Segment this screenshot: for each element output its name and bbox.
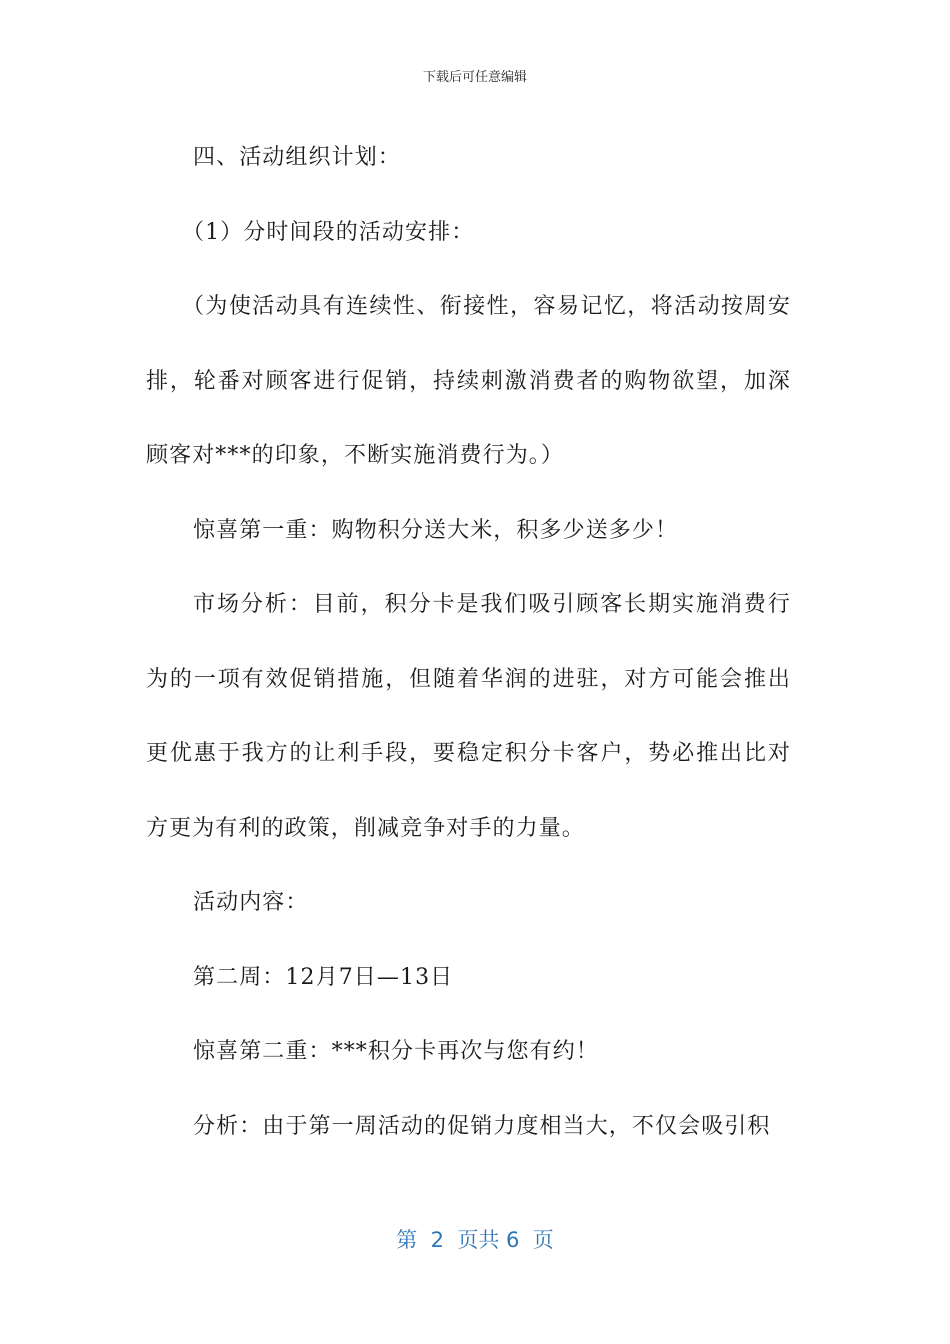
section-heading: 四、活动组织计划： [193,145,401,170]
paragraph-analysis: 分析：由于第一周活动的促销力度相当大，不仅会吸引积 [193,1113,771,1139]
subsection-heading: （1）分时间段的活动安排： [182,219,475,245]
paragraph-surprise-one: 惊喜第一重：购物积分送大米，积多少送多少！ [193,517,679,543]
document-body [146,121,791,1164]
header-note: 下载后可任意编辑 [422,70,527,85]
paragraph-activity-content: 活动内容： [193,890,309,915]
paragraph-week-two: 第二周：12月7日—13日 [193,964,454,990]
paragraph-surprise-two: 惊喜第二重：***积分卡再次与您有约！ [193,1039,599,1064]
page-number: 第 2 页共 6 页 [396,1228,554,1252]
paragraph-market-analysis: 市场分析：目前，积分卡是我们吸引顾客长期实施消费行为的一项有效促销措施，但随着华润的进驻，对方可能会推出更优惠于我方的让利手段，要稳定积分卡客户，势必推出比对方更为有利的政策，削减竞争对手的力量。 [146,592,791,841]
paragraph-intro: （为使活动具有连续性、衔接性，容易记忆，将活动按周安排，轮番对顾客进行促销，持续刺激消费者的购物欲望，加深顾客对***的印象，不断实施消费行为。） [146,294,791,468]
